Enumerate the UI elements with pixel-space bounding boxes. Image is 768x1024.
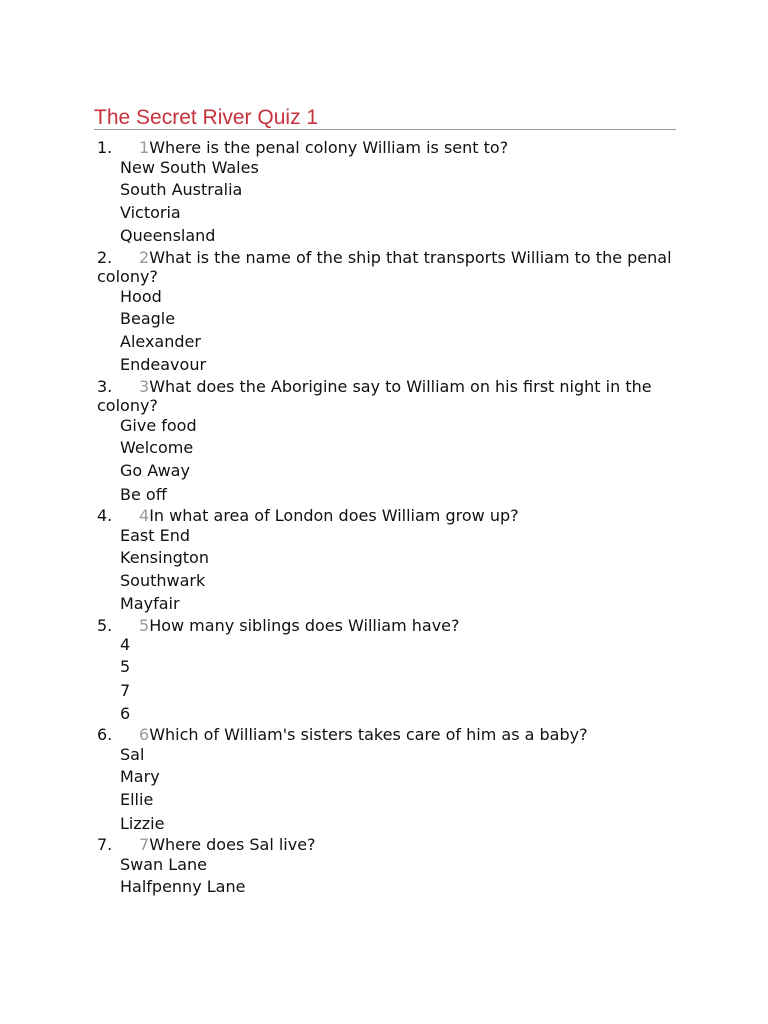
- question-number: 5.: [97, 615, 113, 635]
- question-heading: [97, 248, 677, 287]
- question-heading: [97, 506, 677, 526]
- question-number: 1.: [97, 138, 113, 157]
- answer-option: Kensington: [120, 547, 209, 567]
- answer-option: Mayfair: [120, 594, 180, 614]
- quiz-question: [97, 835, 677, 898]
- question-heading: [97, 725, 677, 745]
- quiz-question: [97, 248, 677, 377]
- answer-option: Swan Lane: [120, 854, 207, 874]
- question-text: Which of William's sisters takes care of him as a baby?: [149, 725, 588, 745]
- answer-options: [97, 526, 677, 616]
- answer-option: 5: [120, 657, 131, 677]
- answer-option: Southwark: [120, 570, 206, 590]
- question-marker: 5: [139, 615, 150, 635]
- answer-options: [97, 287, 677, 377]
- answer-options: [97, 635, 677, 725]
- answer-option: Lizzie: [120, 813, 165, 833]
- question-text: Where does Sal live?: [149, 835, 316, 855]
- answer-option: Ellie: [120, 790, 154, 810]
- question-marker: 3: [139, 376, 150, 396]
- answer-option: Victoria: [120, 202, 181, 222]
- answer-option: Queensland: [120, 226, 216, 246]
- question-marker: 4: [139, 506, 150, 526]
- page-title: The Secret River Quiz 1: [94, 106, 319, 129]
- answer-option: New South Wales: [120, 157, 259, 177]
- answer-option: Be off: [120, 484, 167, 504]
- question-text: Where is the penal colony William is sent to?: [149, 138, 509, 157]
- answer-options: [97, 158, 677, 248]
- answer-option: Mary: [120, 766, 160, 786]
- answer-option: Hood: [120, 286, 162, 306]
- quiz-question: [97, 725, 677, 835]
- question-text: How many siblings does William have?: [149, 615, 460, 635]
- answer-options: [97, 416, 677, 506]
- question-number: 4.: [97, 506, 113, 526]
- question-text: In what area of London does William grow up?: [149, 506, 519, 526]
- answer-option: Alexander: [120, 332, 201, 352]
- question-heading: [97, 835, 677, 855]
- question-text: What does the Aborigine say to William on his first night in the colony?: [97, 376, 652, 416]
- quiz-question: [97, 616, 677, 726]
- answer-options: [97, 855, 677, 898]
- answer-option: Endeavour: [120, 355, 207, 375]
- answer-option: 7: [120, 680, 131, 700]
- question-number: 2.: [97, 247, 113, 267]
- answer-option: 4: [120, 635, 131, 655]
- title-divider: [94, 129, 676, 130]
- answer-option: Beagle: [120, 308, 176, 328]
- quiz-question: [97, 506, 677, 616]
- question-marker: 6: [139, 725, 150, 745]
- question-number: 7.: [97, 835, 113, 855]
- question-text: What is the name of the ship that transports William to the penal colony?: [97, 247, 672, 287]
- answer-option: South Australia: [120, 179, 243, 199]
- question-marker: 2: [139, 247, 150, 267]
- quiz-question: [97, 138, 677, 248]
- answer-option: East End: [120, 525, 191, 545]
- question-number: 3.: [97, 376, 113, 396]
- question-heading: [97, 616, 677, 636]
- answer-option: Give food: [120, 415, 197, 435]
- answer-option: Sal: [120, 744, 145, 764]
- answer-option: Halfpenny Lane: [120, 876, 246, 896]
- question-marker: 1: [139, 138, 150, 157]
- answer-option: Go Away: [120, 461, 190, 481]
- answer-option: 6: [120, 703, 131, 723]
- answer-options: [97, 745, 677, 835]
- quiz-list: [97, 138, 677, 898]
- answer-option: Welcome: [120, 437, 194, 457]
- question-heading: [97, 138, 677, 158]
- quiz-question: [97, 377, 677, 506]
- question-marker: 7: [139, 835, 150, 855]
- question-number: 6.: [97, 725, 113, 745]
- question-heading: [97, 377, 677, 416]
